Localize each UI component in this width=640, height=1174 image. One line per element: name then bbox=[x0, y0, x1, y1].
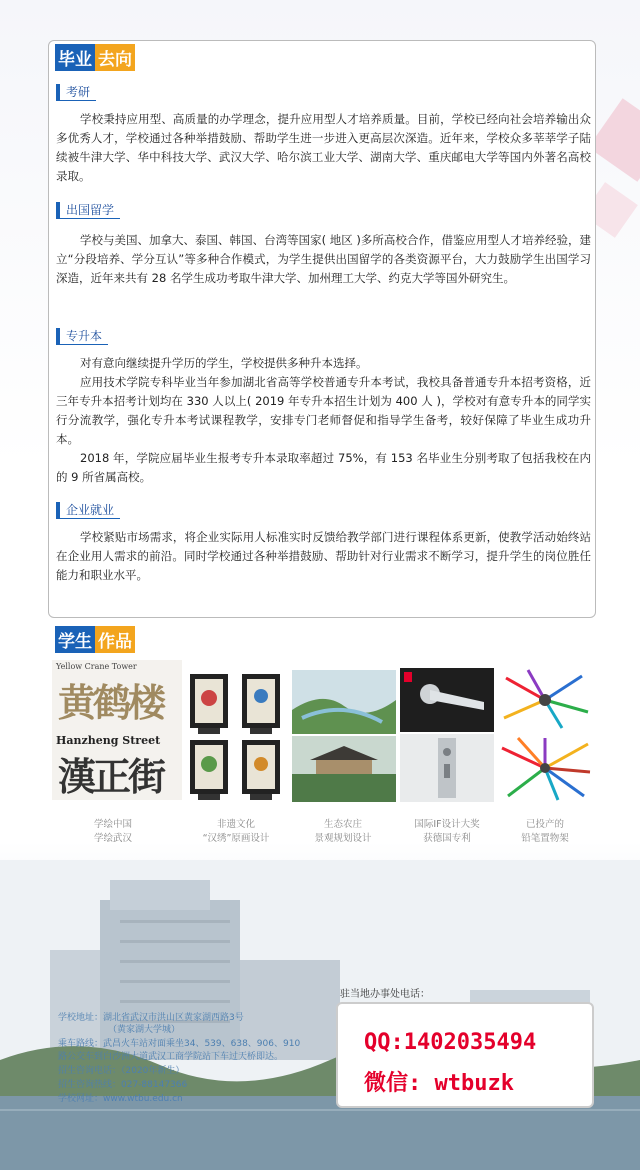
embroidery-screen-icon bbox=[190, 674, 228, 734]
section-title-part-b: 去向 bbox=[95, 44, 135, 71]
work-caption bbox=[288, 818, 398, 846]
qq-number: QQ:1402035494 bbox=[364, 1030, 537, 1055]
contact-label: 驻当地办事处电话： bbox=[340, 989, 430, 1000]
caption-line: 景观规划设计 bbox=[314, 833, 372, 844]
caption-line: 获德国专利 bbox=[423, 833, 471, 844]
section-title-works bbox=[55, 626, 135, 653]
address-line: 招生咨询电话：（2020年新生） bbox=[58, 1066, 185, 1076]
address-line: （黄家湖大学城） bbox=[108, 1025, 181, 1035]
caption-line: 已投产的 bbox=[525, 819, 564, 830]
paragraph-upgrade-1: 对有意向继续提升学历的学生，学校提供多种升本选择。 bbox=[80, 356, 368, 370]
work-caption bbox=[392, 818, 502, 846]
subsection-heading-employment: 企业就业 bbox=[56, 502, 120, 519]
caption-line: 铅笔置物架 bbox=[521, 833, 569, 844]
subsection-heading-study-abroad: 出国留学 bbox=[56, 202, 120, 219]
pencil-holder-icon bbox=[504, 670, 588, 728]
caption-line: 国际IF设计大奖 bbox=[414, 819, 480, 830]
section-title-part-b: 作品 bbox=[95, 626, 135, 653]
wechat-id: 微信: wtbuzk bbox=[364, 1071, 514, 1096]
embroidery-screen-icon bbox=[242, 740, 280, 800]
subsection-heading-kaoyan: 考研 bbox=[56, 84, 96, 101]
work-door-handle-image bbox=[400, 668, 494, 802]
art-text-yellow-crane: 黄鹤楼 bbox=[58, 680, 164, 725]
paragraph-upgrade-3: 2018 年，学院应届毕业生报考专升本录取率超过 75%，有 153 名毕业生分别考取了包括我校在内的 9 所省属高校。 bbox=[56, 451, 591, 484]
work-landscape-image bbox=[292, 670, 396, 802]
caption-line: “汉绣”原画设计 bbox=[202, 833, 270, 844]
work-caption bbox=[58, 818, 168, 846]
section-title-part-a: 毕业 bbox=[55, 44, 95, 71]
paragraph-kaoyan: 学校秉持应用型、高质量的办学理念，提升应用型人才培养质量。目前，学校已经向社会培养输出众多优秀人才，学校通过各种举措鼓励、帮助学生进一步进入更高层次深造。近年来，学校众多莘莘学子陆续被牛津大学、华中科技大学、武汉大学、哈尔滨工业大学、湖南大学、重庆邮电大学等国内外著名高校录取。 bbox=[56, 112, 591, 183]
contact-box bbox=[336, 1002, 594, 1108]
address-line: 招生咨询热线：027-88147366 bbox=[58, 1080, 188, 1090]
caption-line: 学绘武汉 bbox=[93, 833, 132, 844]
pencil-holder-icon bbox=[502, 738, 590, 800]
embroidery-screen-icon bbox=[190, 740, 228, 800]
caption-line: 生态农庄 bbox=[323, 819, 362, 830]
art-text-hanzheng: 漢正街 bbox=[58, 754, 164, 799]
work-caption bbox=[181, 818, 291, 846]
caption-line: 学绘中国 bbox=[93, 819, 132, 830]
address-line: 学校网址：www.wtbu.edu.cn bbox=[58, 1094, 183, 1104]
section-title-part-a: 学生 bbox=[55, 626, 95, 653]
work-caption bbox=[490, 818, 600, 846]
work-embroidery-image bbox=[184, 668, 288, 804]
caption-line: 非遗文化 bbox=[216, 819, 255, 830]
address-line: 学校地址：湖北省武汉市洪山区黄家湖西路3号 bbox=[58, 1013, 244, 1023]
address-line: 路公交车到白沙洲大道武汉工商学院站下车过天桥即达。 bbox=[58, 1052, 284, 1062]
embroidery-screen-icon bbox=[242, 674, 280, 734]
art-label-yellow-crane: Yellow Crane Tower bbox=[56, 662, 137, 671]
section-title-graduation bbox=[55, 44, 135, 71]
paragraph-study-abroad: 学校与美国、加拿大、泰国、韩国、台湾等国家( 地区 )多所高校合作，借鉴应用型人才培养经验，建立“分段培养、学分互认”等多种合作模式，为学生提供出国留学的各类资源平台，大力鼓励学生出国学习深造，近年来共有 28 名学生成功考取牛津大学、加州理工大学、约克大学等国外研究生。 bbox=[56, 233, 591, 285]
paragraph-upgrade-2: 应用技术学院专科毕业当年参加湖北省高等学校普通专升本考试，我校具备普通专升本招考资格，近三年专升本招考计划均在 330 人以上( 2019 年专升本招生计划为 400 人 )，学校对有意专升本的同学实行分流教学，强化专升本考试课程教学，安排专门老师督促和指导学生备考，较好保障了毕业生成功升本。 bbox=[56, 375, 591, 446]
paragraph-employment: 学校紧贴市场需求，将企业实际用人标准实时反馈给教学部门进行课程体系更新，使教学活动始终站在企业用人需求的前沿。同时学校通过各种举措鼓励、帮助针对行业需求不断学习，提升学生的岗位胜任能力和职业水平。 bbox=[56, 530, 591, 582]
door-lock-icon bbox=[438, 738, 456, 798]
subsection-heading-upgrade: 专升本 bbox=[56, 328, 108, 345]
work-pencil-holder-image bbox=[498, 668, 592, 802]
work-calligraphy-image bbox=[52, 660, 182, 800]
address-line: 乘车路线：武昌火车站对面乘坐34、539、638、906、910 bbox=[58, 1039, 301, 1049]
art-label-hanzheng: Hanzheng Street bbox=[56, 734, 161, 747]
